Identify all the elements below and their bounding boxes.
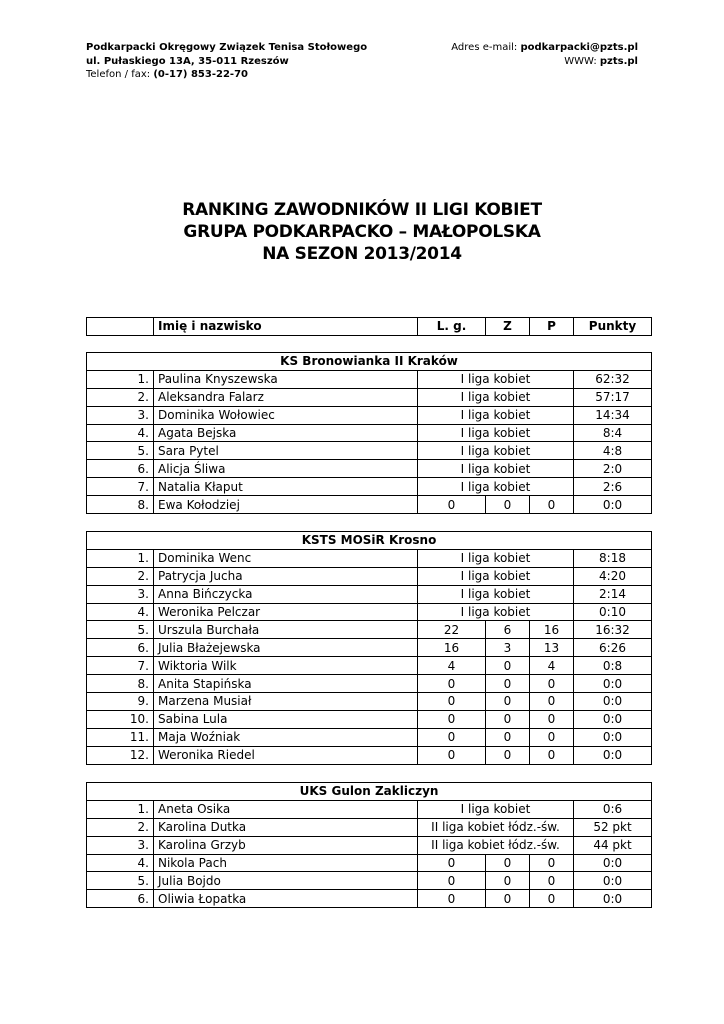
- player-points: 2:0: [574, 460, 652, 478]
- player-row: [87, 621, 652, 639]
- player-row: [87, 388, 652, 406]
- player-name: Alicja Śliwa: [154, 460, 418, 478]
- player-points: 14:34: [574, 406, 652, 424]
- player-losses: 0: [530, 854, 574, 872]
- player-points: 2:6: [574, 478, 652, 496]
- player-points: 0:10: [574, 603, 652, 621]
- player-row: [87, 549, 652, 567]
- player-losses: 0: [530, 693, 574, 711]
- player-losses: 0: [530, 496, 574, 514]
- player-name: Paulina Knyszewska: [154, 370, 418, 388]
- player-rank: 6.: [87, 460, 154, 478]
- player-row: [87, 890, 652, 908]
- player-games: 0: [418, 728, 486, 746]
- player-rank: 1.: [87, 800, 154, 818]
- player-row: [87, 585, 652, 603]
- player-wins: 0: [486, 710, 530, 728]
- player-points: 52 pkt: [574, 818, 652, 836]
- player-wins: 0: [486, 496, 530, 514]
- player-row: [87, 424, 652, 442]
- player-league: I liga kobiet: [418, 424, 574, 442]
- player-points: 2:14: [574, 585, 652, 603]
- email-line: [451, 41, 638, 55]
- email-label: Adres e-mail:: [451, 42, 518, 53]
- player-rank: 4.: [87, 603, 154, 621]
- player-rank: 2.: [87, 567, 154, 585]
- player-points: 6:26: [574, 639, 652, 657]
- player-name: Julia Bojdo: [154, 872, 418, 890]
- player-league: II liga kobiet łódz.-św.: [418, 836, 574, 854]
- player-name: Oliwia Łopatka: [154, 890, 418, 908]
- header-z: Z: [486, 318, 530, 336]
- player-rank: 8.: [87, 496, 154, 514]
- player-losses: 16: [530, 621, 574, 639]
- player-league: I liga kobiet: [418, 478, 574, 496]
- player-rank: 5.: [87, 621, 154, 639]
- player-rank: 6.: [87, 639, 154, 657]
- email-value[interactable]: podkarpacki@pzts.pl: [520, 42, 638, 53]
- player-games: 4: [418, 657, 486, 675]
- player-losses: 13: [530, 639, 574, 657]
- team-table-bronowianka: [86, 352, 652, 514]
- player-league: I liga kobiet: [418, 406, 574, 424]
- player-row: [87, 818, 652, 836]
- header-contact-left: [86, 41, 367, 82]
- player-rank: 5.: [87, 442, 154, 460]
- player-name: Dominika Wołowiec: [154, 406, 418, 424]
- player-name: Marzena Musiał: [154, 693, 418, 711]
- phone-label: Telefon / fax:: [86, 69, 151, 80]
- player-points: 0:0: [574, 746, 652, 764]
- player-rank: 7.: [87, 657, 154, 675]
- player-rank: 7.: [87, 478, 154, 496]
- player-games: 16: [418, 639, 486, 657]
- phone-line: [86, 68, 367, 82]
- player-row: [87, 872, 652, 890]
- player-rank: 12.: [87, 746, 154, 764]
- player-name: Nikola Pach: [154, 854, 418, 872]
- player-rank: 4.: [87, 854, 154, 872]
- player-name: Weronika Riedel: [154, 746, 418, 764]
- player-row: [87, 567, 652, 585]
- player-name: Patrycja Jucha: [154, 567, 418, 585]
- player-name: Aleksandra Falarz: [154, 388, 418, 406]
- player-league: I liga kobiet: [418, 549, 574, 567]
- player-wins: 0: [486, 890, 530, 908]
- player-league: I liga kobiet: [418, 442, 574, 460]
- player-points: 57:17: [574, 388, 652, 406]
- team-table-gulon: [86, 782, 652, 908]
- player-points: 0:0: [574, 872, 652, 890]
- player-rank: 9.: [87, 693, 154, 711]
- player-games: 0: [418, 675, 486, 693]
- player-points: 0:0: [574, 728, 652, 746]
- player-wins: 0: [486, 872, 530, 890]
- player-games: 0: [418, 496, 486, 514]
- player-losses: 0: [530, 728, 574, 746]
- player-row: [87, 675, 652, 693]
- player-wins: 0: [486, 854, 530, 872]
- team-name: KS Bronowianka II Kraków: [87, 353, 652, 371]
- player-points: 0:0: [574, 693, 652, 711]
- team-table-krosno: [86, 531, 652, 765]
- header-p: P: [530, 318, 574, 336]
- player-league: II liga kobiet łódz.-św.: [418, 818, 574, 836]
- player-wins: 0: [486, 728, 530, 746]
- player-rank: 4.: [87, 424, 154, 442]
- player-points: 0:0: [574, 854, 652, 872]
- team-header-row: [87, 353, 652, 371]
- player-points: 0:6: [574, 800, 652, 818]
- player-games: 0: [418, 890, 486, 908]
- title-line-3: NA SEZON 2013/2014: [262, 244, 462, 264]
- player-row: [87, 442, 652, 460]
- player-points: 0:8: [574, 657, 652, 675]
- player-name: Julia Błażejewska: [154, 639, 418, 657]
- org-address: ul. Pułaskiego 13A, 35-011 Rzeszów: [86, 55, 289, 67]
- title-line-1: RANKING ZAWODNIKÓW II LIGI KOBIET: [182, 200, 542, 220]
- player-row: [87, 460, 652, 478]
- player-points: 4:20: [574, 567, 652, 585]
- player-points: 44 pkt: [574, 836, 652, 854]
- player-row: [87, 639, 652, 657]
- player-points: 62:32: [574, 370, 652, 388]
- header-no-cell: [87, 318, 154, 336]
- www-line: [451, 55, 638, 69]
- player-losses: 0: [530, 746, 574, 764]
- player-name: Anna Bińczycka: [154, 585, 418, 603]
- header-contact-right: [451, 41, 638, 68]
- www-value[interactable]: pzts.pl: [599, 55, 638, 67]
- player-games: 22: [418, 621, 486, 639]
- player-league: I liga kobiet: [418, 370, 574, 388]
- header-points: Punkty: [574, 318, 652, 336]
- player-games: 0: [418, 693, 486, 711]
- player-league: I liga kobiet: [418, 388, 574, 406]
- team-name: KSTS MOSiR Krosno: [87, 532, 652, 550]
- player-row: [87, 657, 652, 675]
- player-league: I liga kobiet: [418, 603, 574, 621]
- player-name: Maja Woźniak: [154, 728, 418, 746]
- player-wins: 0: [486, 675, 530, 693]
- org-name: Podkarpacki Okręgowy Związek Tenisa Stołowego: [86, 42, 368, 53]
- player-name: Karolina Grzyb: [154, 836, 418, 854]
- player-points: 4:8: [574, 442, 652, 460]
- player-row: [87, 496, 652, 514]
- player-games: 0: [418, 710, 486, 728]
- player-name: Wiktoria Wilk: [154, 657, 418, 675]
- player-losses: 0: [530, 890, 574, 908]
- team-name: UKS Gulon Zakliczyn: [87, 783, 652, 801]
- player-wins: 0: [486, 693, 530, 711]
- player-points: 16:32: [574, 621, 652, 639]
- player-points: 0:0: [574, 496, 652, 514]
- player-points: 0:0: [574, 890, 652, 908]
- player-name: Karolina Dutka: [154, 818, 418, 836]
- player-name: Natalia Kłaput: [154, 478, 418, 496]
- player-row: [87, 800, 652, 818]
- player-rank: 8.: [87, 675, 154, 693]
- player-losses: 0: [530, 872, 574, 890]
- player-losses: 4: [530, 657, 574, 675]
- player-rank: 2.: [87, 388, 154, 406]
- player-rank: 1.: [87, 549, 154, 567]
- player-wins: 0: [486, 657, 530, 675]
- player-row: [87, 710, 652, 728]
- player-wins: 3: [486, 639, 530, 657]
- player-league: I liga kobiet: [418, 585, 574, 603]
- player-points: 0:0: [574, 675, 652, 693]
- player-name: Aneta Osika: [154, 800, 418, 818]
- player-points: 8:18: [574, 549, 652, 567]
- player-league: I liga kobiet: [418, 460, 574, 478]
- document-title: [0, 199, 724, 265]
- player-games: 0: [418, 854, 486, 872]
- player-name: Ewa Kołodziej: [154, 496, 418, 514]
- player-losses: 0: [530, 710, 574, 728]
- player-rank: 6.: [87, 890, 154, 908]
- title-line-2: GRUPA PODKARPACKO – MAŁOPOLSKA: [183, 222, 541, 242]
- player-rank: 2.: [87, 818, 154, 836]
- player-row: [87, 603, 652, 621]
- player-name: Urszula Burchała: [154, 621, 418, 639]
- player-name: Anita Stapińska: [154, 675, 418, 693]
- player-row: [87, 836, 652, 854]
- player-name: Sara Pytel: [154, 442, 418, 460]
- player-row: [87, 746, 652, 764]
- player-points: 0:0: [574, 710, 652, 728]
- player-wins: 6: [486, 621, 530, 639]
- player-row: [87, 478, 652, 496]
- player-rank: 3.: [87, 836, 154, 854]
- player-games: 0: [418, 746, 486, 764]
- player-name: Agata Bejska: [154, 424, 418, 442]
- player-name: Sabina Lula: [154, 710, 418, 728]
- player-name: Weronika Pelczar: [154, 603, 418, 621]
- player-row: [87, 693, 652, 711]
- player-rank: 1.: [87, 370, 154, 388]
- player-row: [87, 406, 652, 424]
- player-rank: 11.: [87, 728, 154, 746]
- player-row: [87, 370, 652, 388]
- player-rank: 10.: [87, 710, 154, 728]
- player-row: [87, 728, 652, 746]
- www-label: WWW:: [564, 55, 597, 67]
- player-league: I liga kobiet: [418, 567, 574, 585]
- column-header-row: [87, 318, 652, 336]
- player-row: [87, 854, 652, 872]
- header-lg: L. g.: [418, 318, 486, 336]
- player-rank: 5.: [87, 872, 154, 890]
- column-header-table: [86, 317, 652, 336]
- header-name: Imię i nazwisko: [154, 318, 418, 336]
- phone-value: (0-17) 853-22-70: [153, 69, 248, 80]
- player-name: Dominika Wenc: [154, 549, 418, 567]
- player-rank: 3.: [87, 406, 154, 424]
- player-losses: 0: [530, 675, 574, 693]
- team-header-row: [87, 532, 652, 550]
- player-league: I liga kobiet: [418, 800, 574, 818]
- player-rank: 3.: [87, 585, 154, 603]
- player-wins: 0: [486, 746, 530, 764]
- team-header-row: [87, 783, 652, 801]
- player-points: 8:4: [574, 424, 652, 442]
- player-games: 0: [418, 872, 486, 890]
